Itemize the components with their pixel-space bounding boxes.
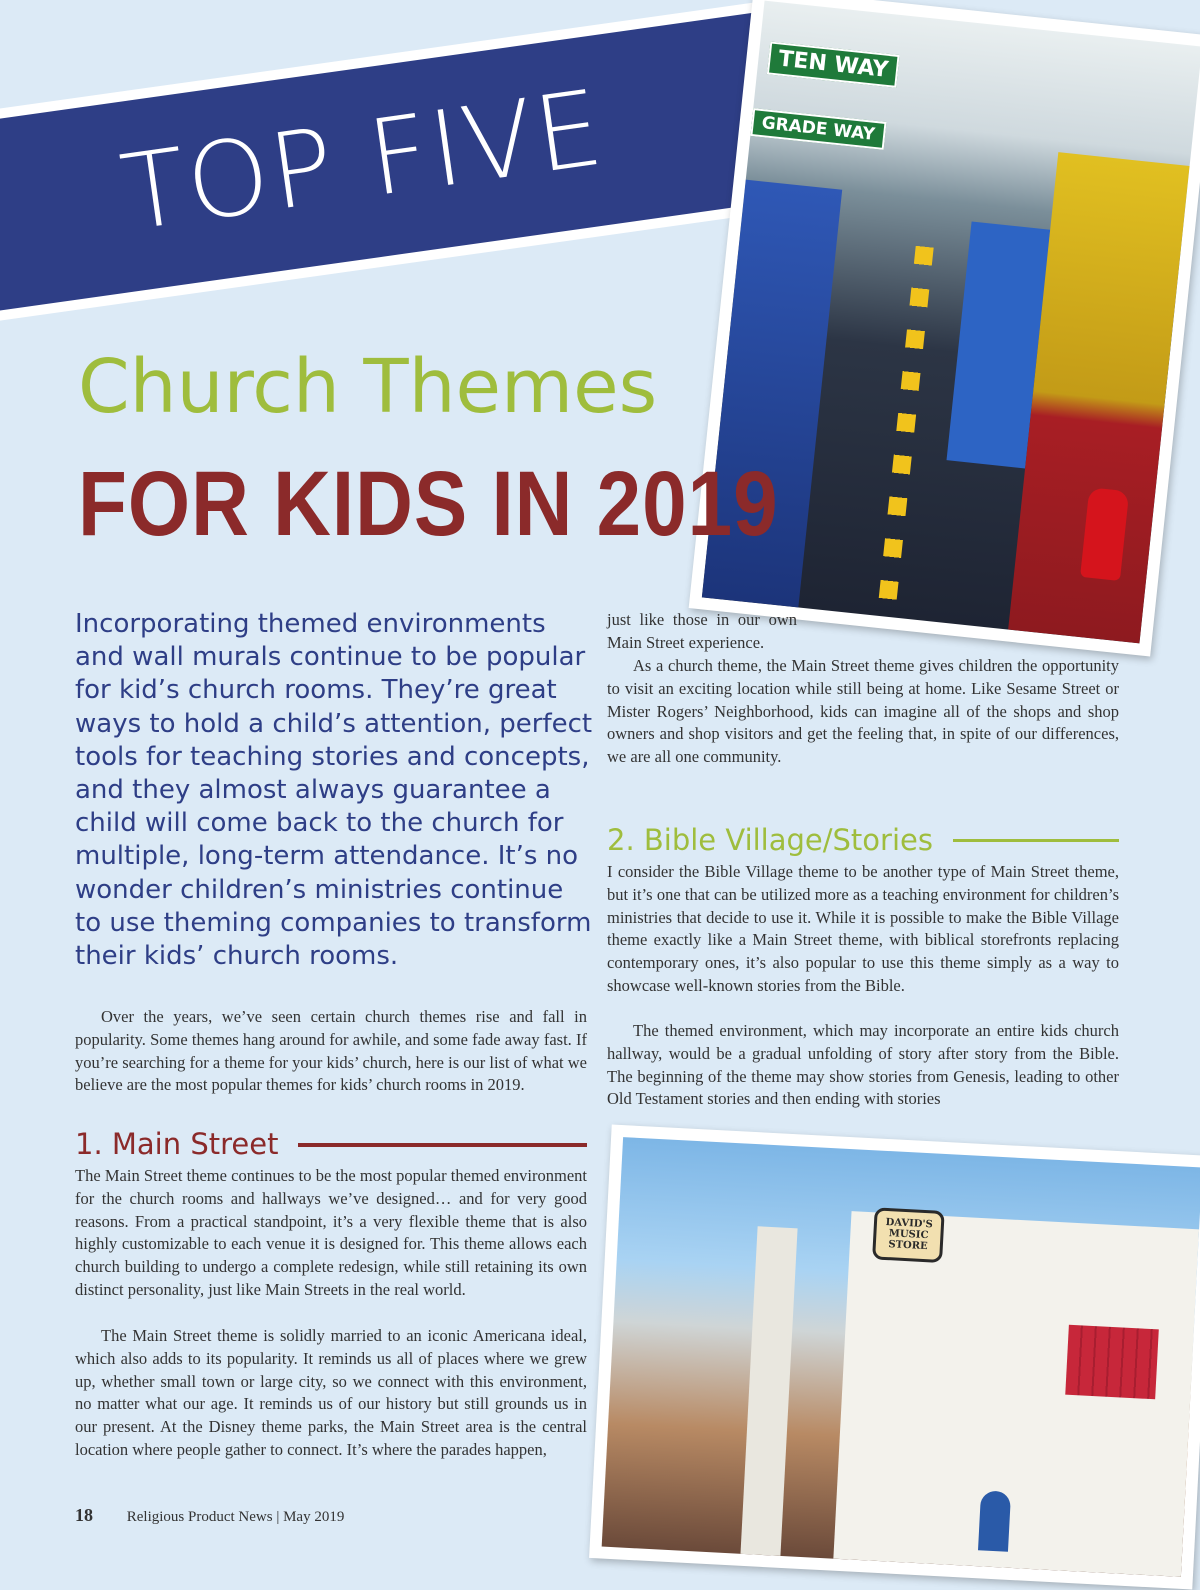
- section-1-rule: [298, 1143, 587, 1147]
- street-sign-2: GRADE WAY: [750, 108, 886, 150]
- subtitle-for-kids: FOR KIDS IN 2019: [78, 452, 779, 555]
- subtitle-church-themes: Church Themes: [78, 344, 658, 430]
- bible-village-paragraph-2: The themed environment, which may incorporate an entire kids church hallway, would be a gradual unfolding of story after story from the Bible. The beginning of the theme may show stories from Genesis, leading to other Old Testament stories and then ending with stories: [607, 1021, 1119, 1109]
- street-sign-1: TEN WAY: [767, 41, 900, 87]
- music-store-sign: DAVID'S MUSIC STORE: [872, 1208, 945, 1264]
- banner-title: TOP FIVE: [114, 66, 612, 255]
- section-1-heading: [75, 1127, 587, 1161]
- road-stripes: [877, 246, 933, 618]
- left-paragraph-1: Over the years, we’ve seen certain church themes rise and fall in popularity. Some themes hang around for awhile, and some fade away fast. If you’re searching for a theme for your kids’ church, here is our list of what we believe are the most popular themes for kids’ church rooms in 2019.: [75, 1007, 587, 1095]
- main-street-paragraph-2: The Main Street theme is solidly married to an iconic Americana ideal, which also adds to its popularity. It reminds us all of places where we grew up, whether small town or large city, so we connect with this environment, no matter what our age. It reminds us of our history but still grounds us in our present. At the Disney theme parks, the Main Street area is the central location where people gather to connect. It’s where the parades happen,: [75, 1326, 587, 1459]
- publication-name: Religious Product News | May 2019: [126, 1509, 345, 1525]
- title-banner: [0, 6, 825, 317]
- main-street-paragraph-3: As a church theme, the Main Street theme gives children the opportunity to visit an exciting location while still being at home. Like Sesame Street or Mister Rogers’ Neighborhood, kids can imagine all of the shops and shop owners and shop visitors and get the feeling that, in spite of our differences, we are all one community.: [607, 656, 1119, 767]
- right-continuation: just like those in our own Main Street experience.: [607, 610, 797, 652]
- red-brick-patch: [1065, 1325, 1159, 1400]
- page-footer: [75, 1505, 344, 1526]
- white-column: [741, 1226, 798, 1556]
- village-image: [602, 1137, 1200, 1577]
- section-2-title: 2. Bible Village/Stories: [607, 823, 933, 857]
- section-2-rule: [953, 839, 1119, 842]
- blue-door: [978, 1490, 1011, 1551]
- main-street-paragraph-1: The Main Street theme continues to be the most popular themed environment for the church rooms and hallways we’ve designed… and for very good reasons. From a practical standpoint, it’s a very flexible theme that is also highly customizable to each venue it is designed for. This theme allows each church building to undergo a complete redesign, while still retaining its own distinct personality, just like Main Streets in the real world.: [75, 1166, 587, 1299]
- photo-hallway: [689, 0, 1200, 657]
- page-number: 18: [75, 1505, 93, 1525]
- section-2-heading: [607, 823, 1119, 857]
- intro-paragraph: Incorporating themed environments and wall murals continue to be popular for kid’s church rooms. They’re great ways to hold a child’s attention, perfect tools for teaching stories and concepts, and they almost always guarantee a child will come back to the church for multiple, long-term attendance. It’s no wonder children’s ministries continue to use theming companies to transform their kids’ church rooms.: [75, 609, 593, 972]
- section-1-title: 1. Main Street: [75, 1127, 279, 1161]
- bible-village-paragraph-1: I consider the Bible Village theme to be another type of Main Street theme, but it’s one that can be utilized more as a teaching environment for children’s ministries that decide to use it. While it is possible to make the Bible Village theme exactly like a Main Street theme, with biblical storefronts replacing contemporary ones, it’s also popular to use this theme simply as a way to showcase well-known stories from the Bible.: [607, 862, 1119, 995]
- photo-bible-village: [589, 1124, 1200, 1589]
